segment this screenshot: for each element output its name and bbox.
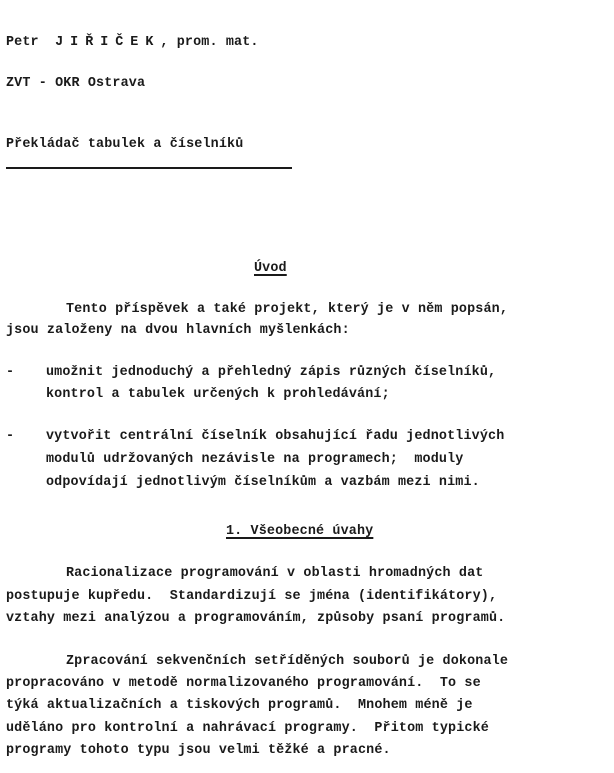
bullet-1-line-2: kontrol a tabulek určených k prohledávání; bbox=[46, 387, 390, 402]
bullet-2-line-1: vytvořit centrální číselník obsahující řadu jednotlivých bbox=[46, 429, 505, 444]
author-last-name: JIŘIČEK bbox=[55, 35, 161, 50]
bullet-dash: - bbox=[6, 429, 15, 444]
bullet-dash: - bbox=[6, 365, 15, 380]
author-line bbox=[6, 34, 259, 51]
section-1-p1-line-2: postupuje kupředu. Standardizují se jména (identifikátory), bbox=[6, 589, 498, 604]
intro-paragraph-line-1: Tento příspěvek a také projekt, který je v něm popsán, bbox=[66, 302, 509, 317]
section-1-p2-line-1: Zpracování sekvenčních setříděných souborů je dokonale bbox=[66, 654, 509, 669]
affiliation: ZVT - OKR Ostrava bbox=[6, 76, 146, 91]
intro-heading: Úvod bbox=[254, 261, 287, 276]
section-1-heading: 1. Všeobecné úvahy bbox=[226, 524, 374, 539]
document-title: Překládač tabulek a číselníků bbox=[6, 137, 244, 152]
bullet-1-line-1: umožnit jednoduchý a přehledný zápis různých číselníků, bbox=[46, 365, 497, 380]
section-1-p2-line-5: programy tohoto typu jsou velmi těžké a pracné. bbox=[6, 743, 391, 758]
bullet-2-line-3: odpovídají jednotlivým číselníkům a vazbám mezi nimi. bbox=[46, 475, 480, 490]
section-1-p1-line-3: vztahy mezi analýzou a programováním, způsoby psaní programů. bbox=[6, 611, 506, 626]
section-1-p2-line-2: propracováno v metodě normalizovaného programování. To se bbox=[6, 676, 481, 691]
bullet-2-line-2: modulů udržovaných nezávisle na programech; moduly bbox=[46, 452, 464, 467]
intro-paragraph-line-2: jsou založeny na dvou hlavních myšlenkách: bbox=[6, 323, 350, 338]
section-1-p2-line-3: týká aktualizačních a tiskových programů. Mnohem méně je bbox=[6, 698, 473, 713]
section-1-p2-line-4: uděláno pro kontrolní a nahrávací programy. Přitom typické bbox=[6, 721, 489, 736]
author-title: , prom. mat. bbox=[160, 35, 259, 50]
section-1-p1-line-1: Racionalizace programování v oblasti hromadných dat bbox=[66, 566, 484, 581]
author-first-name: Petr bbox=[6, 35, 39, 50]
title-rule bbox=[6, 167, 292, 169]
